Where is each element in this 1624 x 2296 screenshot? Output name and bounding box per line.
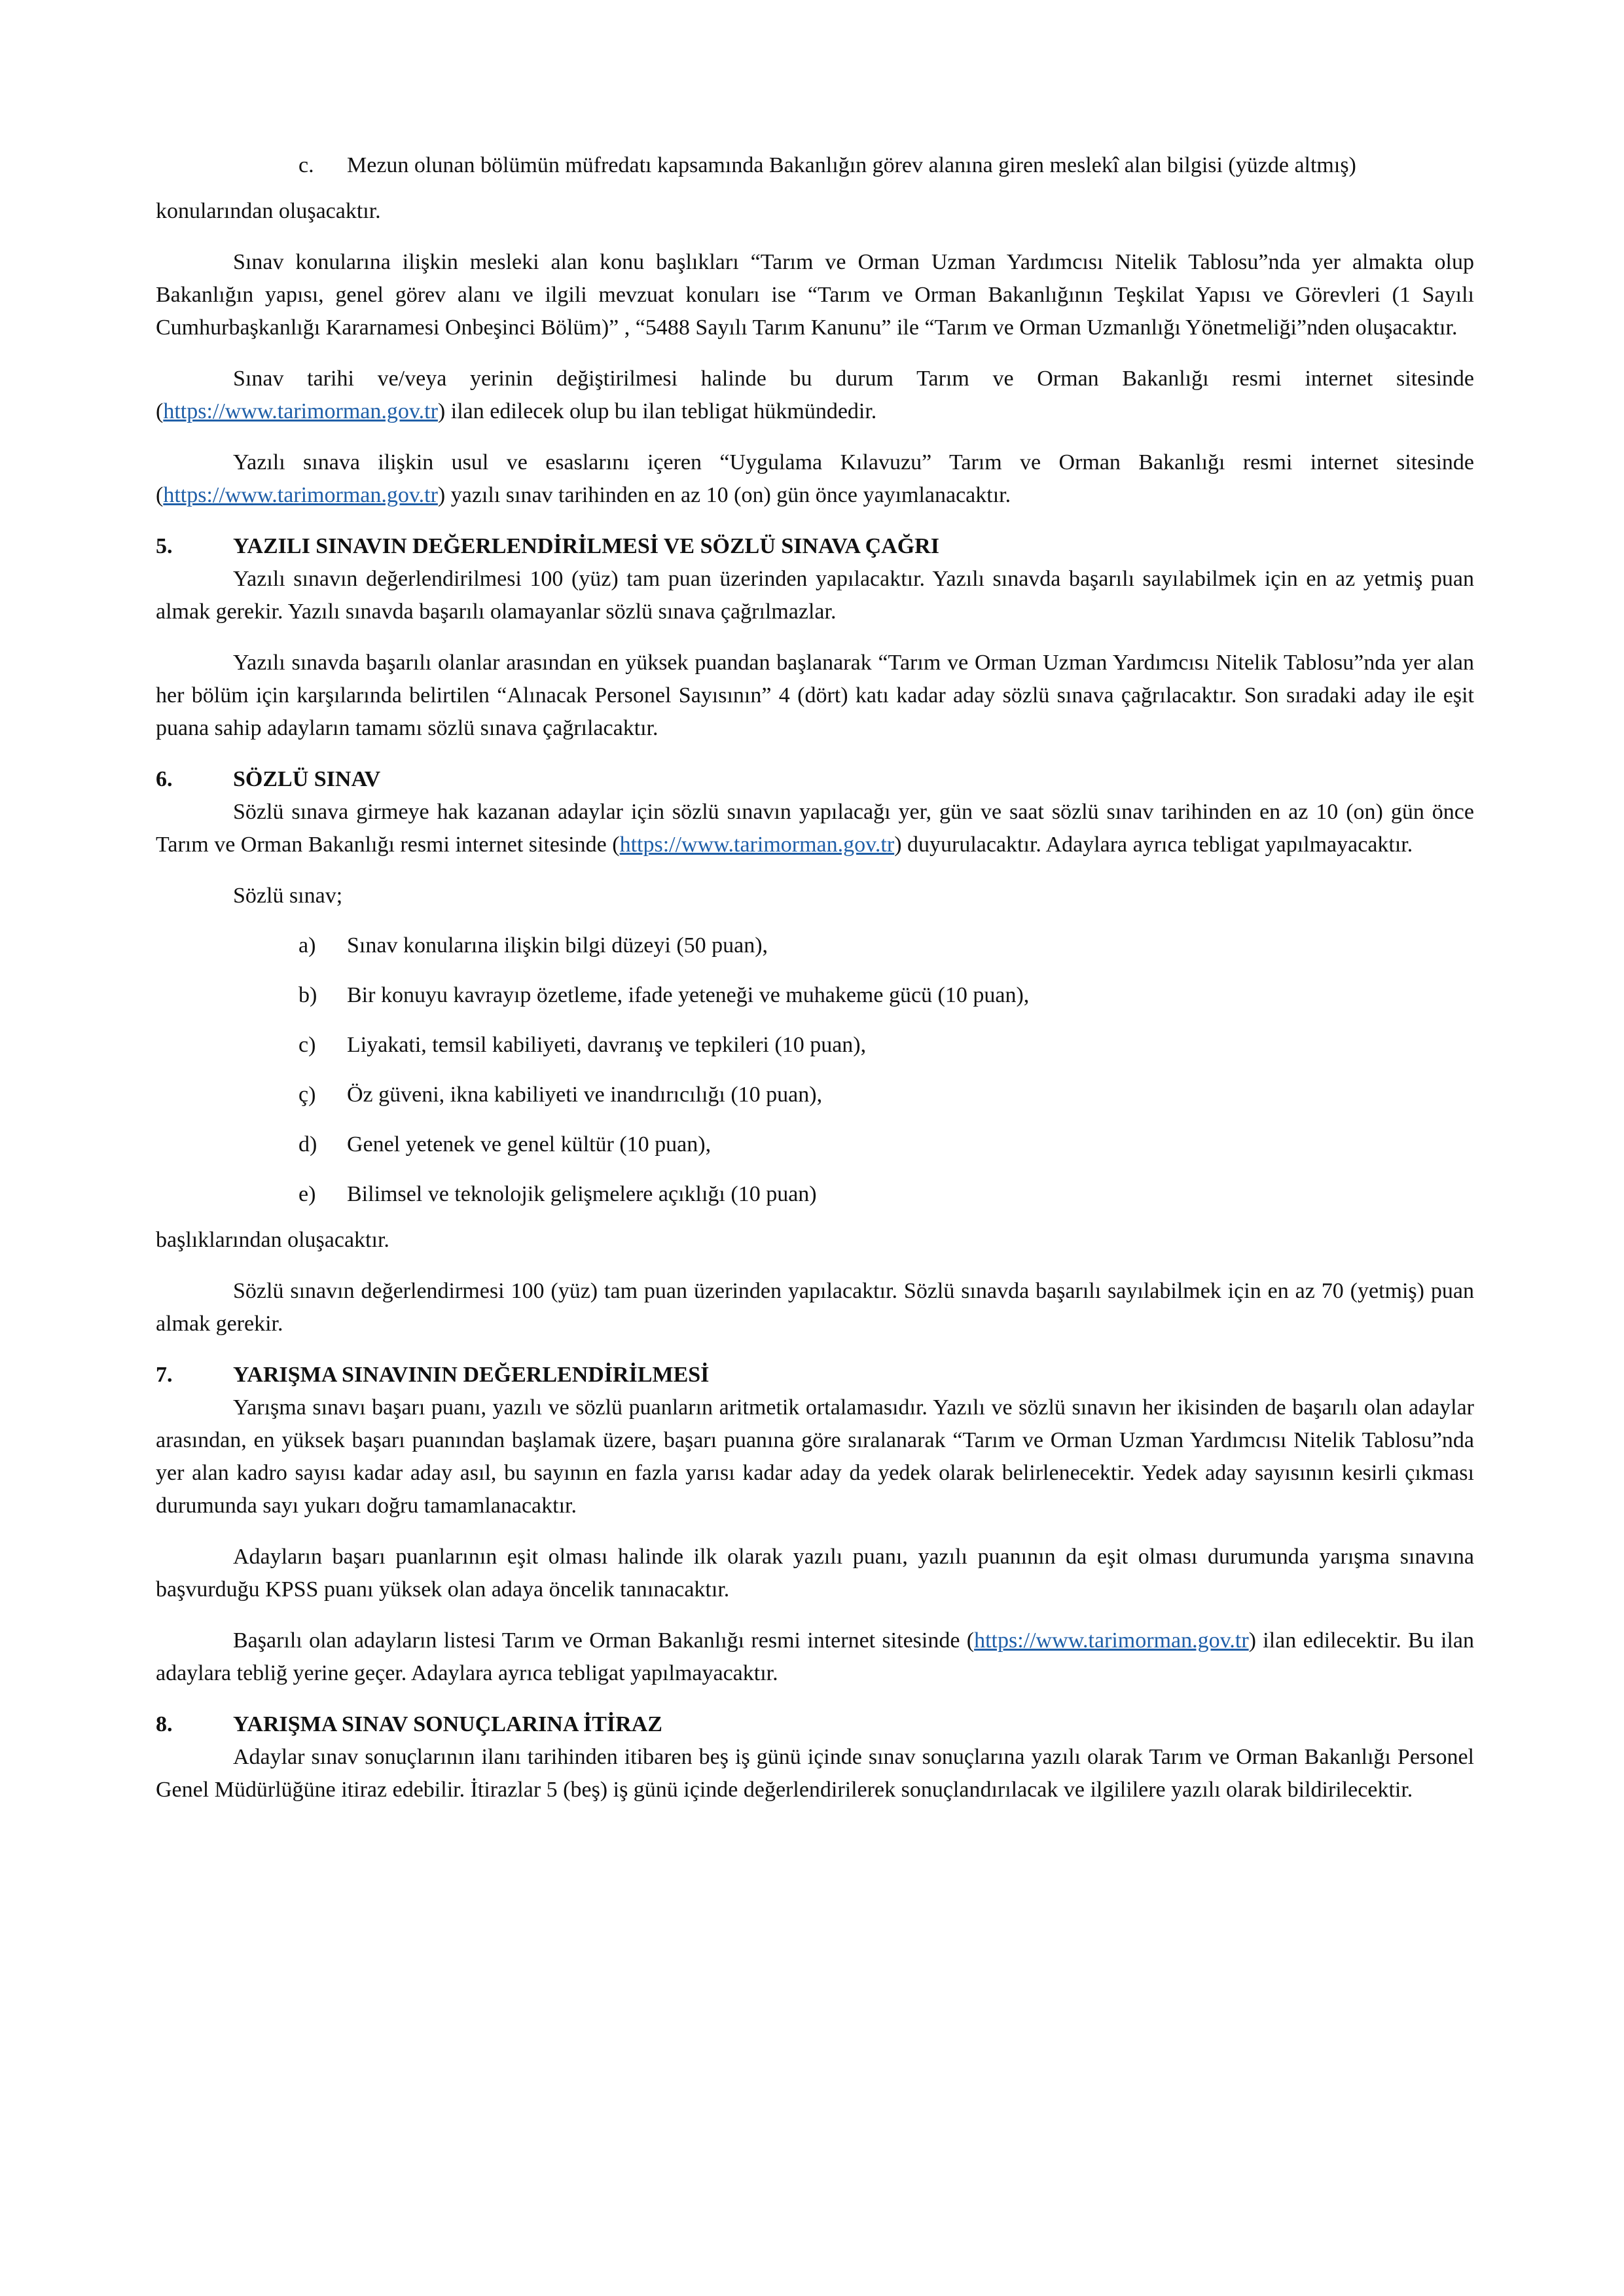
list-marker: a) bbox=[298, 933, 316, 958]
list-item bbox=[298, 1029, 1474, 1062]
list-marker: b) bbox=[298, 983, 317, 1007]
paragraph-sozlu-degerlendirme: Sözlü sınavın değerlendirmesi 100 (yüz) tam puan üzerinden yapılacaktır. Sözlü sınavda başarılı sayılabilmek için en az 70 (yetmiş) puan almak gerekir. bbox=[156, 1279, 1474, 1336]
list-item bbox=[298, 1178, 1474, 1211]
paragraph-sozlu-duyuru bbox=[156, 796, 1474, 861]
list-item-c-continuation: konularından oluşacaktır. bbox=[156, 199, 381, 223]
paragraph-yazili-degerlendirme: Yazılı sınavın değerlendirilmesi 100 (yüz) tam puan üzerinden yapılacaktır. Yazılı sınavda başarılı sayılabilmek için en az yetmiş puan almak gerekir. Yazılı sınavda başarılı olamayanlar sözlü sınava çağrılmazlar. bbox=[156, 567, 1474, 624]
section-title: YARIŞMA SINAVININ DEĞERLENDİRİLMESİ bbox=[233, 1363, 710, 1387]
list-text: Sınav konularına ilişkin bilgi düzeyi (50 puan), bbox=[347, 933, 768, 958]
list-outro: başlıklarından oluşacaktır. bbox=[156, 1228, 389, 1252]
paragraph-sozlu-cagri: Yazılı sınavda başarılı olanlar arasından en yüksek puandan başlanarak “Tarım ve Orman Uzman Yardımcısı Nitelik Tablosu”nda yer alan her bölüm için karşılarında belirtilen “Alınacak Personel Sayısının” 4 (dört) katı kadar aday sözlü sınava çağrılacaktır. Son sıradaki aday ile eşit puana sahip adayların tamamı sözlü sınava çağrılacaktır. bbox=[156, 651, 1474, 740]
text-segment: ) duyurulacaktır. Adaylara ayrıca tebligat yapılmayacaktır. bbox=[894, 833, 1413, 857]
list-marker: c) bbox=[298, 1033, 316, 1057]
website-link[interactable]: https://www.tarimorman.gov.tr bbox=[163, 483, 438, 507]
sozlu-sinav-intro: Sözlü sınav; bbox=[233, 884, 343, 908]
section-title: YAZILI SINAVIN DEĞERLENDİRİLMESİ VE SÖZLÜ SINAVA ÇAĞRI bbox=[233, 534, 939, 558]
paragraph-uygulama-kilavuzu bbox=[156, 446, 1474, 512]
text-segment: Yazılı sınava ilişkin usul ve esaslarını içeren “Uygulama Kılavuzu” Tarım ve Orman Bakanlığı resmi internet sitesinde ( bbox=[156, 450, 1474, 507]
list-text: Bilimsel ve teknolojik gelişmelere açıklığı (10 puan) bbox=[347, 1182, 817, 1206]
text-segment: ) ilan edilecek olup bu ilan tebligat hükmündedir. bbox=[437, 399, 877, 423]
section-number: 6. bbox=[156, 767, 173, 791]
list-item bbox=[298, 1079, 1474, 1111]
section-heading-8 bbox=[156, 1708, 1474, 1741]
list-marker: d) bbox=[298, 1132, 317, 1157]
list-marker: ç) bbox=[298, 1083, 316, 1107]
page-content bbox=[156, 149, 1474, 1806]
list-text: Mezun olunan bölümün müfredatı kapsamında Bakanlığın görev alanına giren meslekî alan bilgisi (yüzde altmış) bbox=[347, 153, 1356, 177]
paragraph-sinav-tarihi bbox=[156, 363, 1474, 428]
list-text: Öz güveni, ikna kabiliyeti ve inandırıcılığı (10 puan), bbox=[347, 1083, 823, 1107]
list-text: Bir konuyu kavrayıp özetleme, ifade yeteneği ve muhakeme gücü (10 puan), bbox=[347, 983, 1030, 1007]
list-item bbox=[298, 979, 1474, 1012]
list-item bbox=[298, 929, 1474, 962]
text-segment: Sözlü sınava girmeye hak kazanan adaylar için sözlü sınavın yapılacağı yer, gün ve saat sözlü sınav tarihinden en az 10 (on) gün önce Tarım ve Orman Bakanlığı resmi internet sitesinde ( bbox=[156, 800, 1474, 857]
website-link[interactable]: https://www.tarimorman.gov.tr bbox=[974, 1628, 1249, 1653]
paragraph-itiraz: Adaylar sınav sonuçlarının ilanı tarihinden itibaren beş iş günü içinde sınav sonuçlarına yazılı olarak Tarım ve Orman Bakanlığı Personel Genel Müdürlüğüne itiraz edebilir. İtirazlar 5 (beş) iş günü içinde değerlendirilerek sonuçlandırılacak ve ilgililere yazılı olarak bildirilecektir. bbox=[156, 1745, 1474, 1802]
section-number: 7. bbox=[156, 1363, 173, 1387]
section-number: 8. bbox=[156, 1712, 173, 1736]
list-item-c bbox=[298, 149, 1474, 182]
section-heading-7 bbox=[156, 1359, 1474, 1391]
section-number: 5. bbox=[156, 534, 173, 558]
section-title: SÖZLÜ SINAV bbox=[233, 767, 381, 791]
text-segment: Başarılı olan adayların listesi Tarım ve Orman Bakanlığı resmi internet sitesinde ( bbox=[233, 1628, 975, 1653]
list-marker: c. bbox=[298, 153, 314, 177]
text-segment: ) yazılı sınav tarihinden en az 10 (on) gün önce yayımlanacaktır. bbox=[437, 483, 1011, 507]
paragraph-sinav-konulari: Sınav konularına ilişkin mesleki alan konu başlıkları “Tarım ve Orman Uzman Yardımcısı Nitelik Tablosu”nda yer almakta olup Bakanlığın yapısı, genel görev alanı ve ilgili mevzuat konuları ise “Tarım ve Orman Bakanlığının Teşkilat Yapısı ve Görevleri (1 Sayılı Cumhurbaşkanlığı Kararnamesi Onbeşinci Bölüm)” , “5488 Sayılı Tarım Kanunu” ile “Tarım ve Orman Uzmanlığı Yönetmeliği”nden oluşacaktır. bbox=[156, 250, 1474, 340]
list-item bbox=[298, 1128, 1474, 1161]
section-heading-5 bbox=[156, 530, 1474, 563]
section-title: YARIŞMA SINAV SONUÇLARINA İTİRAZ bbox=[233, 1712, 662, 1736]
website-link[interactable]: https://www.tarimorman.gov.tr bbox=[163, 399, 438, 423]
list-marker: e) bbox=[298, 1182, 316, 1206]
list-text: Genel yetenek ve genel kültür (10 puan), bbox=[347, 1132, 712, 1157]
section-heading-6 bbox=[156, 763, 1474, 796]
paragraph-esit-puan: Adayların başarı puanlarının eşit olması halinde ilk olarak yazılı puanı, yazılı puanının da eşit olması durumunda yarışma sınavına başvurduğu KPSS puanı yüksek olan adaya öncelik tanınacaktır. bbox=[156, 1545, 1474, 1602]
paragraph-basarili-liste bbox=[156, 1624, 1474, 1690]
website-link[interactable]: https://www.tarimorman.gov.tr bbox=[619, 833, 895, 857]
text-segment: ) ilan edilecektir. Bu ilan adaylara tebliğ yerine geçer. Adaylara ayrıca tebligat yapılmayacaktır. bbox=[156, 1628, 1475, 1685]
paragraph-basari-puani: Yarışma sınavı başarı puanı, yazılı ve sözlü puanların aritmetik ortalamasıdır. Yazılı ve sözlü sınavın her ikisinden de başarılı olan adaylar arasından, en yüksek başarı puanından başlamak üzere, başarı puanına göre sıralanarak “Tarım ve Orman Uzman Yardımcısı Nitelik Tablosu”nda yer alan kadro sayısı kadar aday asıl, bu sayının en fazla yarısı kadar aday da yedek olarak belirlenecektir. Yedek aday sayısının kesirli çıkması durumunda sayı yukarı doğru tamamlanacaktır. bbox=[156, 1395, 1474, 1518]
list-text: Liyakati, temsil kabiliyeti, davranış ve tepkileri (10 puan), bbox=[347, 1033, 867, 1057]
text-segment: Sınav tarihi ve/veya yerinin değiştirilmesi halinde bu durum Tarım ve Orman Bakanlığı resmi internet sitesinde ( bbox=[156, 367, 1474, 423]
